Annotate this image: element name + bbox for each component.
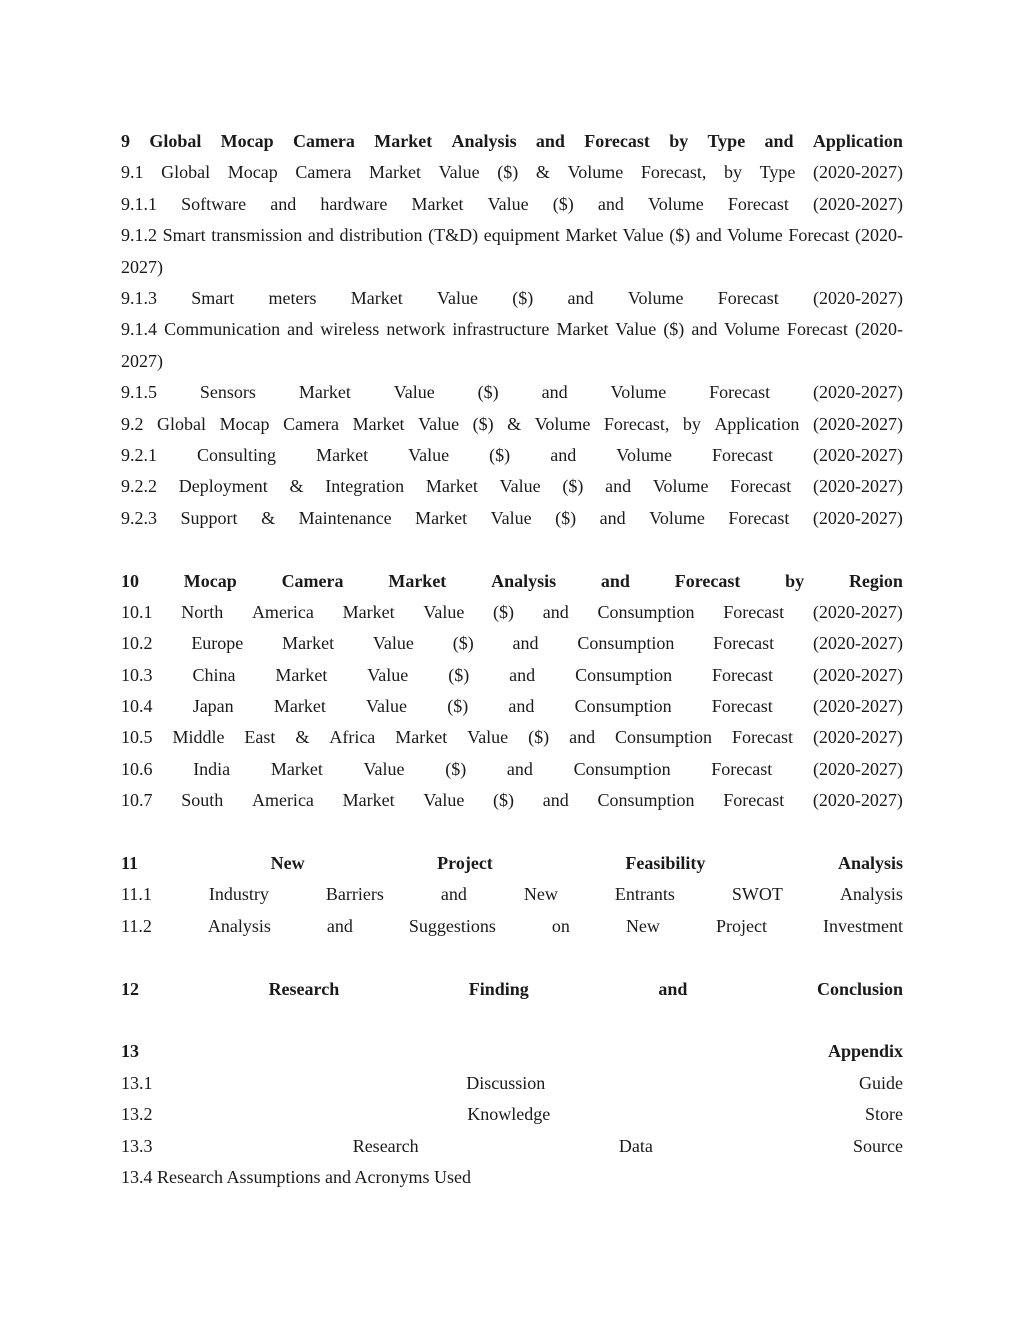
- toc-word: Forecast: [728, 507, 790, 528]
- toc-word: Consumption: [615, 727, 713, 748]
- toc-word: 13: [121, 1041, 139, 1062]
- toc-word: Japan: [192, 696, 234, 717]
- toc-word: Value: [367, 664, 409, 685]
- toc-word: 13.2: [121, 1104, 153, 1125]
- toc-word: Volume: [610, 382, 667, 403]
- toc-word: Mocap: [227, 162, 278, 183]
- toc-heading: [121, 566, 903, 597]
- toc-word: 9.1.1: [121, 193, 157, 214]
- toc-word: Software: [181, 193, 247, 214]
- toc-word: East: [244, 727, 276, 748]
- toc-word: 10.3: [121, 664, 153, 685]
- toc-word: Consumption: [574, 696, 672, 717]
- toc-word: New: [270, 853, 305, 874]
- toc-word: Camera: [292, 131, 355, 151]
- blank-line: [121, 942, 903, 973]
- toc-word: Analysis: [491, 570, 557, 591]
- toc-word: Research: [268, 978, 340, 999]
- toc-word: 9: [121, 131, 130, 151]
- toc-word: 10.7: [121, 790, 153, 811]
- toc-entry: [121, 691, 903, 722]
- toc-word: and: [541, 382, 568, 403]
- toc-entry: [121, 597, 903, 628]
- toc-word: Smart: [191, 287, 235, 308]
- toc-word: Value: [423, 601, 465, 622]
- toc-word: Forecast: [709, 382, 771, 403]
- toc-word: Global: [149, 131, 202, 151]
- toc-word: China: [192, 664, 236, 685]
- toc-word: (2020-2027): [813, 382, 903, 403]
- toc-word: Market: [411, 193, 464, 214]
- toc-entry: [121, 503, 903, 534]
- toc-word: Entrants: [614, 884, 675, 905]
- toc-word: Source: [853, 1135, 903, 1156]
- toc-word: Investment: [822, 915, 903, 936]
- toc-word: Guide: [858, 1072, 903, 1093]
- toc-word: Forecast: [711, 444, 773, 465]
- toc-word: Volume: [627, 287, 684, 308]
- toc-word: America: [251, 790, 314, 811]
- toc-word: New: [625, 915, 660, 936]
- toc-word: and: [509, 664, 536, 685]
- toc-word: (2020-2027): [812, 727, 903, 748]
- toc-word: 9.1.3: [121, 287, 157, 308]
- toc-word: and: [542, 601, 569, 622]
- toc-word: 12: [121, 978, 139, 999]
- toc-word: Camera: [295, 162, 352, 183]
- toc-word: Analysis: [837, 853, 903, 874]
- toc-word: Value: [372, 633, 414, 654]
- toc-word: Africa: [329, 727, 376, 748]
- toc-word: Analysis: [207, 915, 271, 936]
- toc-entry: [121, 660, 903, 691]
- toc-word: Industry: [208, 884, 269, 905]
- toc-word: and: [512, 633, 539, 654]
- blank-line: [121, 817, 903, 848]
- toc-word: (2020-2027): [812, 413, 903, 434]
- toc-word: Data: [618, 1135, 653, 1156]
- toc-word: and: [506, 758, 533, 779]
- toc-word: and: [542, 790, 569, 811]
- toc-word: Market: [350, 287, 403, 308]
- toc-word: Value: [499, 476, 541, 497]
- toc-word: SWOT: [731, 884, 783, 905]
- toc-word: (2020-2027): [812, 790, 903, 811]
- toc-word: Forecast: [723, 790, 785, 811]
- toc-word: Value: [467, 727, 509, 748]
- toc-entry: [121, 471, 903, 502]
- toc-word: 9.2: [121, 413, 144, 434]
- toc-entry: [121, 440, 903, 471]
- toc-word: Finding: [468, 978, 529, 999]
- toc-word: Market: [352, 413, 405, 434]
- toc-word: ($): [493, 790, 515, 811]
- toc-word: Knowledge: [467, 1104, 551, 1125]
- toc-word: Value: [423, 790, 465, 811]
- toc-word: Global: [157, 413, 207, 434]
- toc-word: Value: [393, 382, 435, 403]
- toc-word: and: [658, 978, 688, 999]
- toc-entry: [121, 377, 903, 408]
- toc-word: 11: [121, 853, 139, 874]
- toc-word: and: [535, 131, 565, 151]
- toc-entry: [121, 628, 903, 659]
- table-of-contents: [121, 126, 903, 1193]
- toc-word: 9.1.5: [121, 382, 157, 403]
- toc-word: ($): [472, 413, 494, 434]
- toc-word: Forecast: [723, 601, 785, 622]
- toc-word: Forecast: [727, 193, 789, 214]
- toc-word: 13.3: [121, 1135, 153, 1156]
- toc-word: Mocap: [183, 570, 237, 591]
- toc-heading: [121, 974, 903, 1005]
- toc-word: ($): [489, 444, 511, 465]
- toc-word: Support: [180, 507, 238, 528]
- toc-word: Value: [366, 696, 408, 717]
- toc-word: Analysis: [839, 884, 903, 905]
- toc-word: Value: [487, 193, 529, 214]
- toc-word: Store: [864, 1104, 903, 1125]
- toc-word: Discussion: [466, 1072, 546, 1093]
- toc-word: ($): [497, 162, 519, 183]
- toc-word: Market: [298, 382, 351, 403]
- toc-word: Forecast: [713, 633, 775, 654]
- toc-word: and: [764, 131, 794, 151]
- toc-word: ($): [448, 664, 470, 685]
- toc-word: Forecast: [712, 664, 774, 685]
- toc-word: Analysis: [451, 131, 517, 151]
- toc-entry: [121, 189, 903, 220]
- toc-word: Forecast: [732, 727, 793, 748]
- toc-word: and: [569, 727, 596, 748]
- toc-word: Forecast: [584, 131, 650, 151]
- toc-word: (2020-2027): [812, 601, 903, 622]
- toc-word: Type: [707, 131, 746, 151]
- toc-word: &: [507, 413, 522, 434]
- toc-word: Integration: [325, 476, 405, 497]
- toc-word: by: [785, 570, 805, 591]
- toc-word: 10.4: [121, 696, 153, 717]
- toc-word: Market: [275, 664, 328, 685]
- toc-word: Market: [395, 727, 448, 748]
- toc-word: 10.1: [121, 601, 153, 622]
- toc-word: and: [270, 193, 297, 214]
- toc-word: (2020-2027): [812, 633, 903, 654]
- toc-entry: [121, 283, 903, 314]
- toc-word: Conclusion: [816, 978, 903, 999]
- toc-word: Value: [437, 287, 479, 308]
- blank-line: [121, 534, 903, 565]
- toc-word: (2020-2027): [812, 476, 903, 497]
- toc-word: and: [326, 915, 353, 936]
- toc-word: Volume: [616, 444, 672, 465]
- toc-word: Market: [270, 758, 323, 779]
- toc-word: 10.2: [121, 633, 153, 654]
- toc-word: (2020-2027): [813, 162, 903, 183]
- toc-word: Forecast,: [640, 162, 707, 183]
- toc-word: and: [605, 476, 632, 497]
- toc-word: and: [440, 884, 467, 905]
- toc-word: ($): [552, 193, 574, 214]
- toc-word: India: [193, 758, 231, 779]
- toc-word: (2020-2027): [812, 664, 903, 685]
- toc-word: and: [550, 444, 577, 465]
- toc-word: ($): [477, 382, 499, 403]
- toc-word: and: [600, 570, 630, 591]
- toc-entry: 13.4 Research Assumptions and Acronyms Used: [121, 1166, 471, 1187]
- toc-word: (2020-2027): [812, 696, 903, 717]
- toc-word: (2020-2027): [812, 758, 903, 779]
- toc-word: America: [251, 601, 314, 622]
- toc-entry: [121, 1131, 903, 1162]
- toc-entry: [121, 754, 903, 785]
- toc-entry: [121, 785, 903, 816]
- toc-word: Market: [342, 601, 395, 622]
- toc-word: ($): [452, 633, 474, 654]
- toc-word: Application: [714, 413, 800, 434]
- toc-word: Market: [342, 790, 395, 811]
- toc-word: and: [597, 193, 624, 214]
- toc-word: (2020-2027): [812, 193, 903, 214]
- toc-heading: [121, 126, 903, 157]
- toc-word: Application: [812, 131, 903, 151]
- toc-word: (2020-2027): [812, 507, 903, 528]
- toc-word: &: [535, 162, 550, 183]
- toc-word: 10.5: [121, 727, 153, 748]
- toc-heading: [121, 1036, 903, 1067]
- toc-word: Middle: [172, 727, 225, 748]
- toc-word: ($): [445, 758, 467, 779]
- toc-word: (2020-2027): [813, 444, 903, 465]
- toc-entry: [121, 409, 903, 440]
- toc-word: 9.1: [121, 162, 144, 183]
- toc-word: Volume: [534, 413, 591, 434]
- toc-word: Volume: [652, 476, 709, 497]
- toc-word: Deployment: [178, 476, 268, 497]
- toc-word: Value: [438, 162, 480, 183]
- toc-word: North: [181, 601, 224, 622]
- toc-entry: 9.1.4 Communication and wireless network infrastructure Market Value ($) and Volume Forecast (2020-2027): [121, 319, 903, 371]
- toc-entry: [121, 1099, 903, 1130]
- toc-word: Project: [437, 853, 493, 874]
- toc-word: Value: [418, 413, 460, 434]
- toc-word: Mocap: [220, 131, 274, 151]
- toc-word: Market: [425, 476, 478, 497]
- toc-word: and: [508, 696, 535, 717]
- toc-word: ($): [512, 287, 534, 308]
- toc-word: by: [724, 162, 742, 183]
- toc-word: 13.1: [121, 1072, 153, 1093]
- toc-word: Sensors: [199, 382, 256, 403]
- toc-word: Camera: [283, 413, 340, 434]
- toc-word: Consumption: [577, 633, 675, 654]
- toc-word: Maintenance: [298, 507, 392, 528]
- toc-word: Consumption: [597, 601, 695, 622]
- toc-word: by: [682, 413, 701, 434]
- toc-word: Consumption: [573, 758, 671, 779]
- toc-word: 11.1: [121, 884, 152, 905]
- toc-word: Consulting: [197, 444, 277, 465]
- toc-word: Value: [408, 444, 450, 465]
- toc-word: Consumption: [575, 664, 673, 685]
- toc-word: Value: [490, 507, 532, 528]
- toc-word: Type: [759, 162, 796, 183]
- toc-word: Market: [273, 696, 326, 717]
- toc-word: ($): [528, 727, 550, 748]
- toc-entry: [121, 911, 903, 942]
- toc-word: New: [523, 884, 558, 905]
- toc-word: Market: [282, 633, 335, 654]
- toc-word: 11.2: [121, 915, 152, 936]
- toc-word: and: [599, 507, 626, 528]
- toc-word: Forecast: [717, 287, 779, 308]
- toc-word: Market: [388, 570, 447, 591]
- toc-word: Mocap: [219, 413, 270, 434]
- toc-entry: [121, 1068, 903, 1099]
- toc-entry: [121, 157, 903, 188]
- toc-word: Appendix: [827, 1041, 903, 1062]
- toc-word: Market: [415, 507, 468, 528]
- toc-word: Market: [316, 444, 369, 465]
- toc-word: &: [295, 727, 310, 748]
- toc-word: Region: [848, 570, 903, 591]
- toc-word: Value: [363, 758, 405, 779]
- toc-word: Barriers: [325, 884, 384, 905]
- toc-word: Feasibility: [625, 853, 706, 874]
- toc-word: Forecast: [730, 476, 792, 497]
- toc-word: Suggestions: [408, 915, 496, 936]
- toc-word: (2020-2027): [813, 287, 903, 308]
- toc-word: Market: [369, 162, 421, 183]
- toc-word: Volume: [567, 162, 624, 183]
- toc-word: Forecast: [711, 758, 773, 779]
- toc-word: Consumption: [597, 790, 695, 811]
- toc-word: ($): [562, 476, 584, 497]
- toc-word: Volume: [648, 193, 704, 214]
- toc-word: 10.6: [121, 758, 153, 779]
- toc-word: &: [261, 507, 276, 528]
- toc-word: 9.2.2: [121, 476, 157, 497]
- toc-word: Forecast: [674, 570, 741, 591]
- toc-word: &: [289, 476, 304, 497]
- toc-word: ($): [493, 601, 515, 622]
- toc-word: by: [669, 131, 689, 151]
- toc-word: on: [551, 915, 570, 936]
- toc-word: ($): [447, 696, 469, 717]
- toc-word: Camera: [281, 570, 344, 591]
- toc-word: Europe: [191, 633, 244, 654]
- toc-entry: [121, 722, 903, 753]
- toc-word: Forecast: [711, 696, 773, 717]
- toc-word: ($): [555, 507, 577, 528]
- toc-word: Forecast,: [603, 413, 670, 434]
- toc-word: Market: [374, 131, 433, 151]
- toc-entry: 9.1.2 Smart transmission and distribution (T&D) equipment Market Value ($) and Volume Forecast (2020-2027): [121, 225, 903, 277]
- toc-heading: [121, 848, 903, 879]
- toc-word: meters: [268, 287, 317, 308]
- toc-word: 9.2.1: [121, 444, 157, 465]
- toc-word: 9.2.3: [121, 507, 157, 528]
- toc-word: Research: [352, 1135, 419, 1156]
- toc-word: South: [181, 790, 224, 811]
- toc-word: Project: [715, 915, 767, 936]
- toc-entry: [121, 879, 903, 910]
- toc-word: Volume: [649, 507, 705, 528]
- toc-word: and: [567, 287, 594, 308]
- toc-word: 10: [121, 570, 139, 591]
- blank-line: [121, 1005, 903, 1036]
- toc-word: Global: [161, 162, 211, 183]
- toc-word: hardware: [320, 193, 388, 214]
